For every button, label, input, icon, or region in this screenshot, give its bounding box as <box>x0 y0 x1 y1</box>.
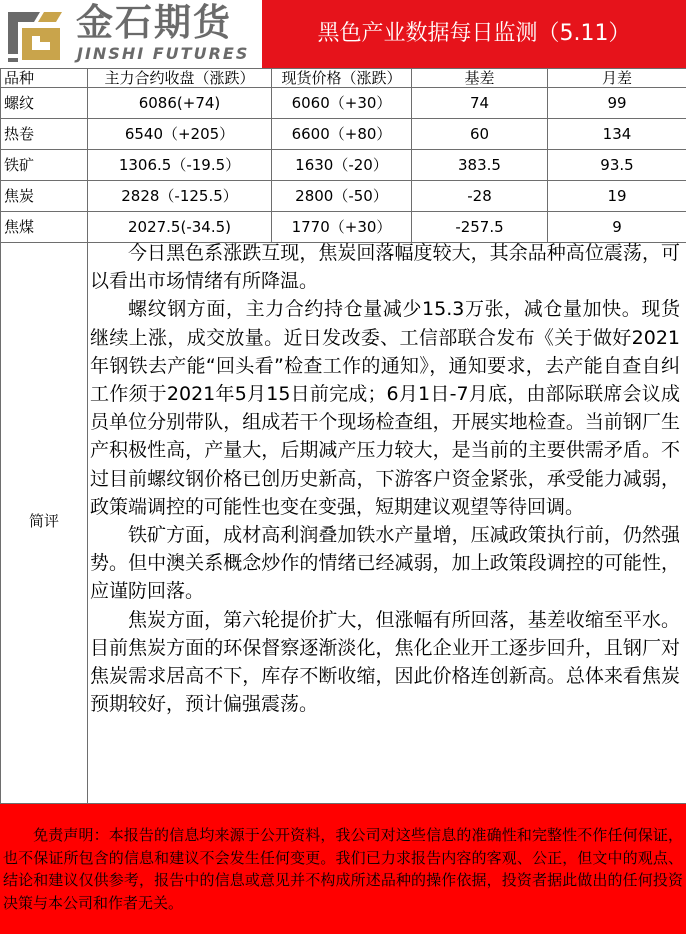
brand-name-cn: 金石期货 <box>76 1 232 44</box>
cell-spot-price: 1630（-20） <box>272 150 412 181</box>
cell-variety: 铁矿 <box>1 150 88 181</box>
header-variety: 品种 <box>1 69 88 88</box>
header-basis: 基差 <box>412 69 548 88</box>
report-header <box>0 0 686 68</box>
cell-futures-close: 6540（+205） <box>88 119 272 150</box>
table-row <box>1 181 686 212</box>
cell-month-spread: 9 <box>548 212 686 243</box>
table-header-row <box>1 69 686 88</box>
report-title: 黑色产业数据每日监测（5.11） <box>317 21 631 46</box>
table-row <box>1 88 686 119</box>
comment-paragraph-rebar: 螺纹钢方面，主力合约持仓量减少15.3万张，减仓量加快。现货继续上涨，成交放量。近日发改委、工信部联合发布《关于做好2021年钢铁去产能“回头看”检查工作的通知》，通知要求，去产能自查自纠工作须于2021年5月15日前完成；6月1日-7月底，由部际联席会议成员单位分别带队，组成若干个现场检查组，开展实地检查。当前钢厂生产积极性高，产量大，后期减产压力较大，是当前的主要供需矛盾。不过目前螺纹钢价格已创历史新高，下游客户资金紧张，承受能力减弱，政策端调控的可能性也变在变强，短期建议观望等待回调。 <box>90 298 680 518</box>
cell-spot-price: 2800（-50） <box>272 181 412 212</box>
cell-basis: -257.5 <box>412 212 548 243</box>
cell-spot-price: 6600（+80） <box>272 119 412 150</box>
cell-futures-close: 2828（-125.5） <box>88 181 272 212</box>
cell-spot-price: 1770（+30） <box>272 212 412 243</box>
cell-variety: 螺纹 <box>1 88 88 119</box>
cell-month-spread: 134 <box>548 119 686 150</box>
table-row <box>1 150 686 181</box>
jinshi-logo-icon <box>4 4 64 64</box>
cell-variety: 焦煤 <box>1 212 88 243</box>
brand-name-en: JINSHI FUTURES <box>77 44 250 63</box>
header-spot-price: 现货价格（涨跌） <box>272 69 412 88</box>
comment-paragraph-summary: 今日黑色系涨跌互现，焦炭回落幅度较大，其余品种高位震荡，可以看出市场情绪有所降温。 <box>90 242 680 293</box>
cell-month-spread: 93.5 <box>548 150 686 181</box>
cell-futures-close: 2027.5(-34.5) <box>88 212 272 243</box>
cell-basis: 383.5 <box>412 150 548 181</box>
disclaimer-text <box>3 824 683 914</box>
cell-basis: 60 <box>412 119 548 150</box>
cell-basis: 74 <box>412 88 548 119</box>
price-table <box>0 68 686 243</box>
cell-spot-price: 6060（+30） <box>272 88 412 119</box>
cell-month-spread: 19 <box>548 181 686 212</box>
cell-basis: -28 <box>412 181 548 212</box>
cell-variety: 焦炭 <box>1 181 88 212</box>
brand-logo <box>0 0 262 68</box>
cell-futures-close: 6086(+74) <box>88 88 272 119</box>
disclaimer-content: 免责声明：本报告的信息均来源于公开资料，我公司对这些信息的准确性和完整性不作任何保证，也不保证所包含的信息和建议不会发生任何变更。我们已力求报告内容的客观、公正，但文中的观点、结论和建议仅供参考，报告中的信息或意见并不构成所述品种的操作依据，投资者据此做出的任何投资决策与本公司和作者无关。 <box>3 826 683 912</box>
comment-paragraph-coke: 焦炭方面，第六轮提价扩大，但涨幅有所回落，基差收缩至平水。目前焦炭方面的环保督察逐渐淡化，焦化企业开工逐步回升，且钢厂对焦炭需求居高不下，库存不断收缩，因此价格连创新高。总体来看焦炭预期较好，预计偏强震荡。 <box>90 608 680 716</box>
comment-body <box>90 239 680 718</box>
cell-futures-close: 1306.5（-19.5） <box>88 150 272 181</box>
header-futures-close: 主力合约收盘（涨跌） <box>88 69 272 88</box>
header-month-spread: 月差 <box>548 69 686 88</box>
table-row <box>1 119 686 150</box>
disclaimer-section <box>0 804 686 934</box>
cell-variety: 热卷 <box>1 119 88 150</box>
comment-paragraph-iron-ore: 铁矿方面，成材高利润叠加铁水产量增，压减政策执行前，仍然强势。但中澳关系概念炒作的情绪已经减弱，加上政策段调控的可能性，应谨防回落。 <box>90 524 680 603</box>
cell-month-spread: 99 <box>548 88 686 119</box>
comment-label: 简评 <box>0 238 88 803</box>
comment-section <box>0 238 686 804</box>
